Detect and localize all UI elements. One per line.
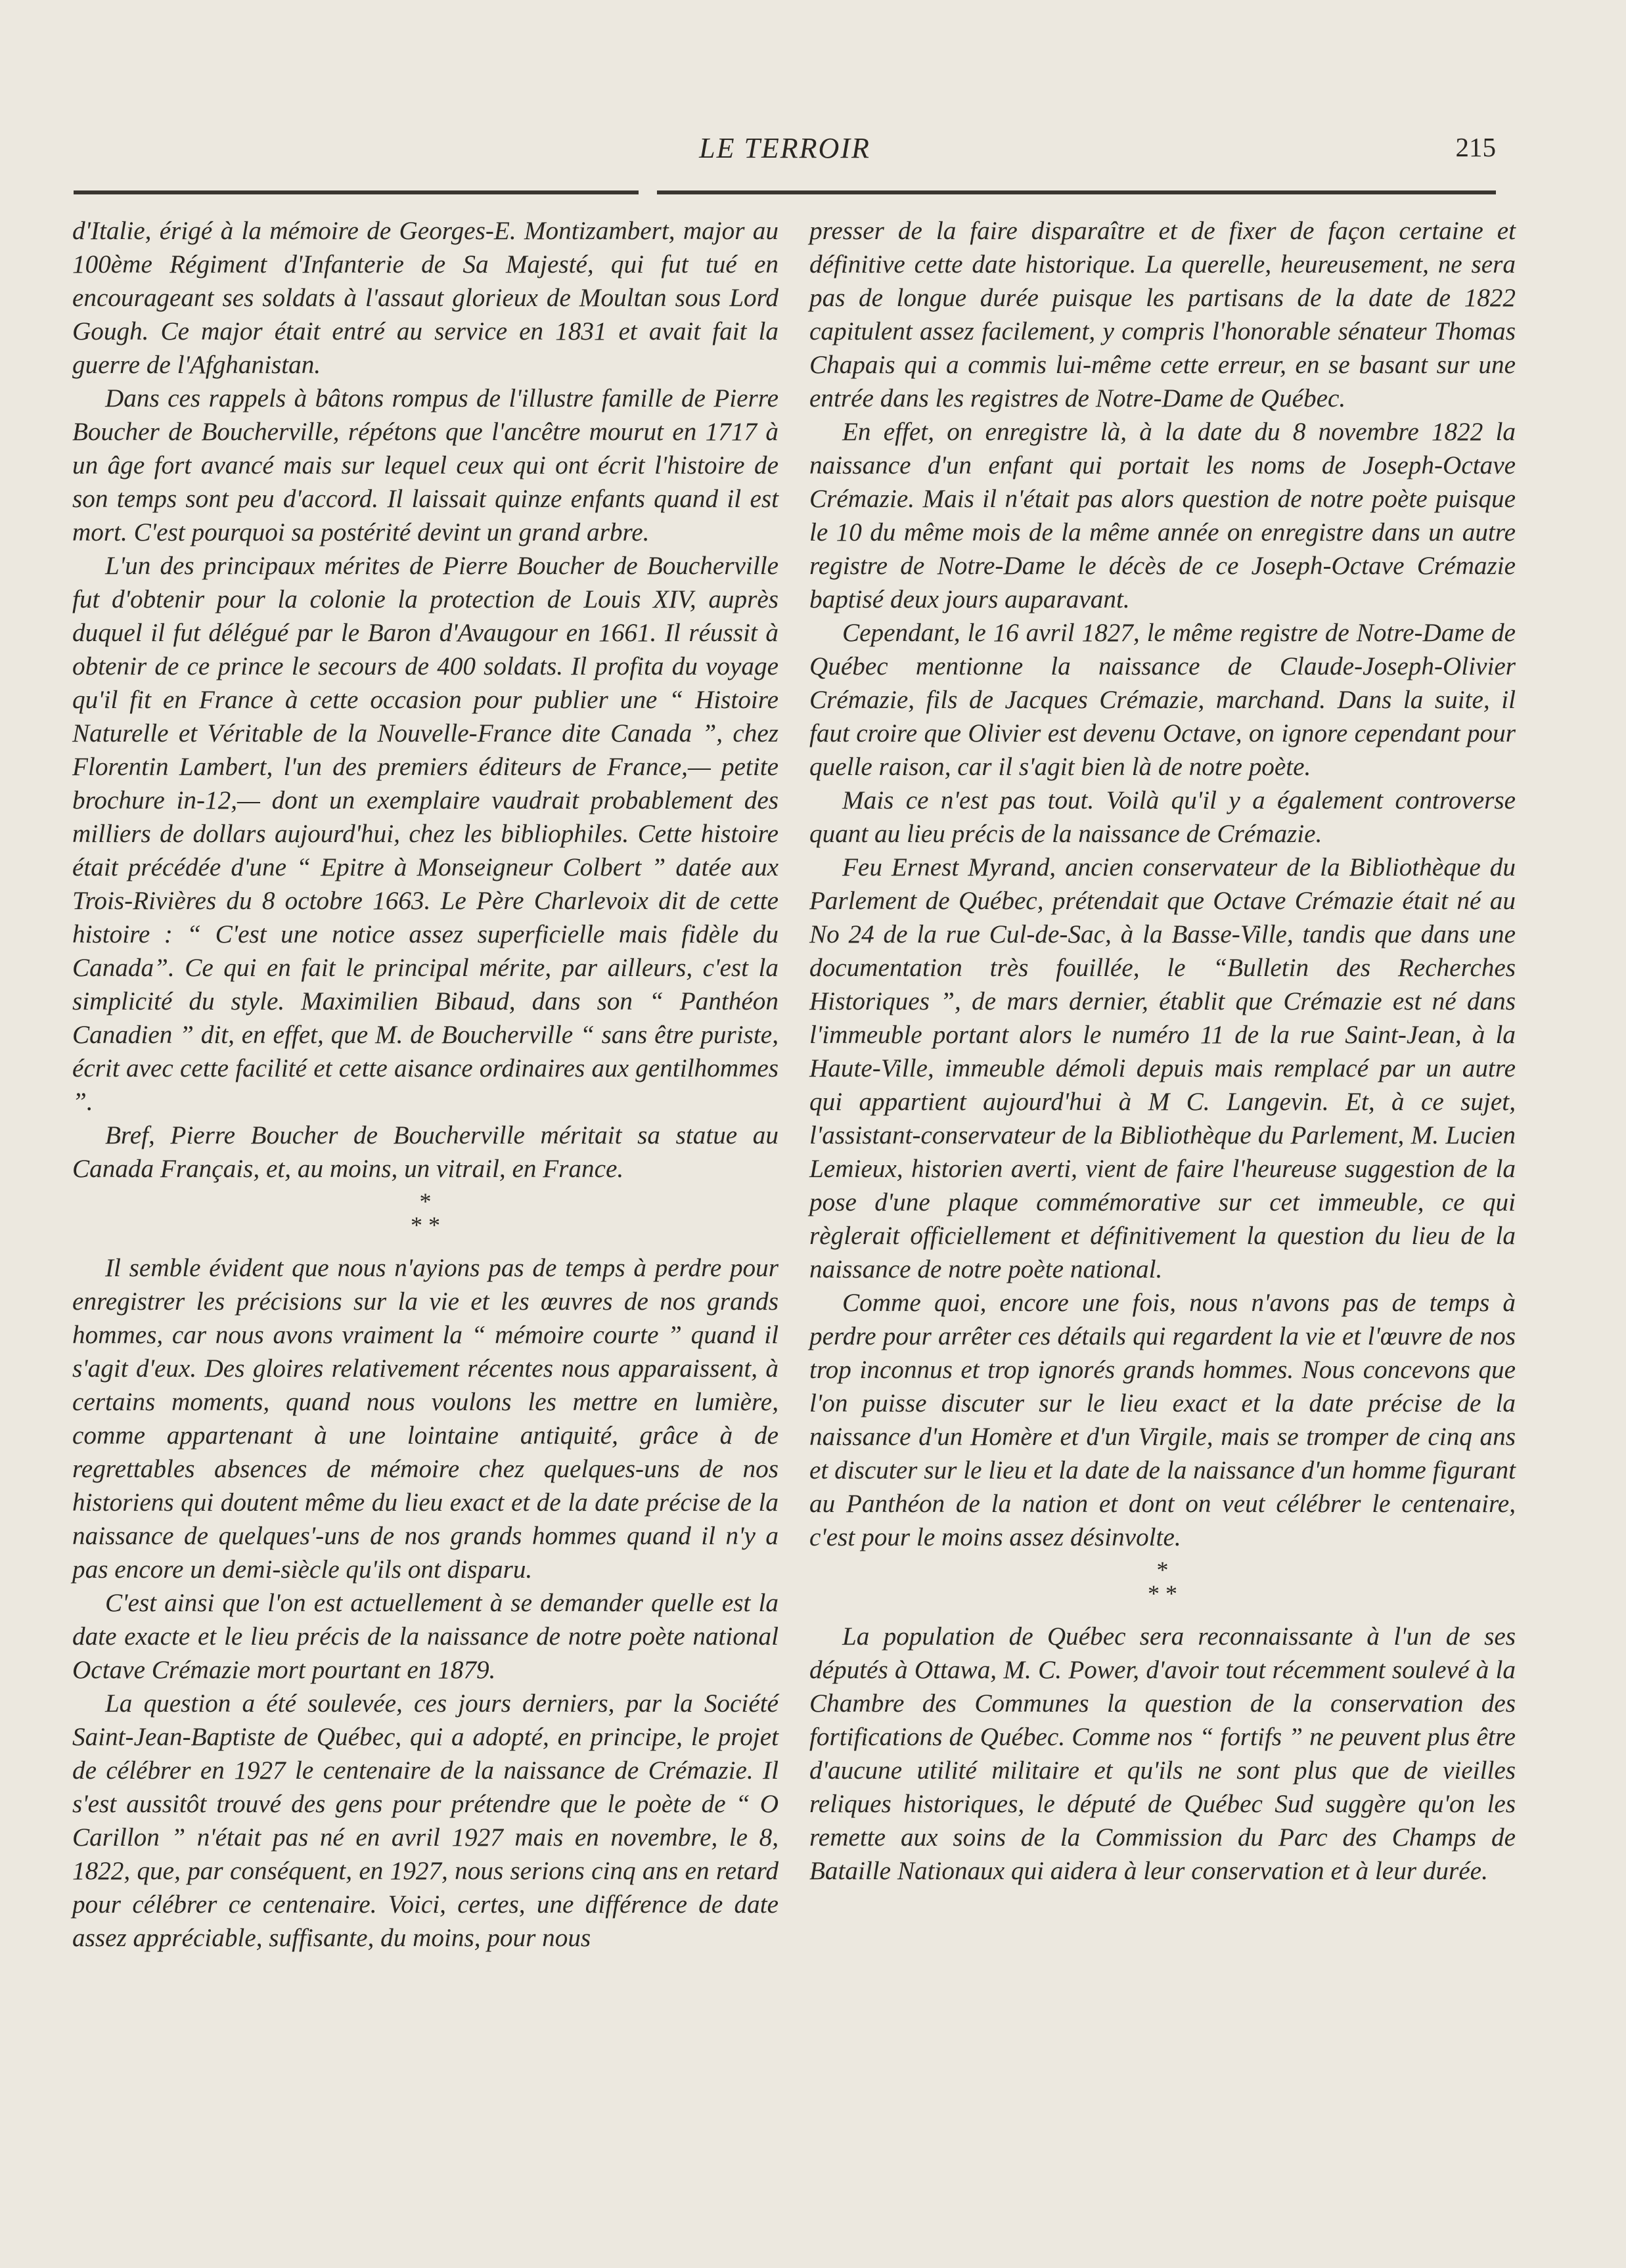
section-separator-bottom: * * xyxy=(1148,1580,1177,1607)
paragraph: d'Italie, érigé à la mémoire de Georges-E. Montizambert, major au 100ème Régiment d'Infanterie de Sa Majesté, qui fut tué en encourageant ses soldats à l'assaut glorieux de Moultan sous Lord Gough. Ce major était entré au service en 1831 et avait fait la guerre de l'Afghanistan. xyxy=(72,217,779,379)
page-number: 215 xyxy=(1455,132,1496,162)
paragraph: La question a été soulevée, ces jours derniers, par la Société Saint-Jean-Baptiste de Québec, qui a adopté, en principe, le projet de célébrer en 1927 le centenaire de la naissance de Crémazie. Il s'est aussitôt trouvé des gens pour prétendre que le poète de “ O Carillon ” n'était pas né en avril 1927 mais en novembre, le 8, 1822, que, par conséquent, en 1927, nous serions cinq ans en retard pour célébrer ce centenaire. Voici, certes, une différence de date assez appréciable, suffisante, du moins, pour nous xyxy=(72,1689,779,1952)
paragraph: En effet, on enregistre là, à la date du 8 novembre 1822 la naissance d'un enfant qui portait les noms de Joseph-Octave Crémazie. Mais il n'était pas alors question de notre poète puisque le 10 du même mois de la même année on enregistre dans un autre registre de Notre-Dame le décès de ce Joseph-Octave Crémazie baptisé deux jours auparavant. xyxy=(809,418,1516,613)
running-title: LE TERROIR xyxy=(699,132,870,164)
paragraph: Cependant, le 16 avril 1827, le même registre de Notre-Dame de Québec mentionne la naissance de Claude-Joseph-Olivier Crémazie, fils de Jacques Crémazie, marchand. Dans la suite, il faut croire que Olivier est devenu Octave, on ignore cependant pour quelle raison, car il s'agit bien là de notre poète. xyxy=(809,619,1516,781)
paragraph: C'est ainsi que l'on est actuellement à se demander quelle est la date exacte et le lieu précis de la naissance de notre poète national Octave Crémazie mort pourtant en 1879. xyxy=(72,1589,779,1684)
paragraph: La population de Québec sera reconnaissante à l'un de ses députés à Ottawa, M. C. Power, d'avoir tout récemment soulevé à la Chambre des Communes la question de la conservation des fortifications de Québec. Comme nos “ fortifs ” ne peuvent plus être d'aucune utilité militaire et qu'ils ne sont plus que de vieilles reliques historiques, le député de Québec Sud suggère qu'on les remette aux soins de la Commission du Parc des Champs de Bataille Nationaux qui aidera à leur conservation et à leur durée. xyxy=(809,1622,1516,1885)
right-column xyxy=(809,214,1516,1888)
paragraph: Feu Ernest Myrand, ancien conservateur de la Bibliothèque du Parlement de Québec, prétendait que Octave Crémazie était né au No 24 de la rue Cul-de-Sac, à la Basse-Ville, tandis que dans une documentation très fouillée, le “Bulletin des Recherches Historiques ”, de mars dernier, établit que Crémazie est né dans l'immeuble portant alors le numéro 11 de la rue Saint-Jean, à la Haute-Ville, immeuble démoli depuis mais remplacé par un autre qui appartient aujourd'hui à M C. Langevin. Et, à ce sujet, l'assistant-conservateur de la Bibliothèque du Parlement, M. Lucien Lemieux, historien averti, vient de faire l'heureuse suggestion de la pose d'une plaque commémorative sur cet immeuble, ce qui règlerait officiellement et définitivement la question du lieu de la naissance de notre poète national. xyxy=(809,853,1516,1283)
section-separator-top: * xyxy=(1156,1557,1169,1583)
header-rule-right xyxy=(657,190,1496,194)
paragraph: Bref, Pierre Boucher de Boucherville méritait sa statue au Canada Français, et, au moins, un vitrail, en France. xyxy=(72,1121,779,1183)
paragraph: presser de la faire disparaître et de fixer de façon certaine et définitive cette date historique. La querelle, heureusement, ne sera pas de longue durée puisque les partisans de la date de 1822 capitulent assez facilement, y compris l'honorable sénateur Thomas Chapais qui a commis lui-même cette erreur, en se basant sur une entrée dans les registres de Notre-Dame de Québec. xyxy=(809,217,1516,412)
section-separator-top: * xyxy=(419,1188,432,1214)
paragraph: Dans ces rappels à bâtons rompus de l'illustre famille de Pierre Boucher de Boucherville, répétons que l'ancêtre mourut en 1717 à un âge fort avancé mais sur lequel ceux qui ont écrit l'histoire de son temps sont peu d'accord. Il laissait quinze enfants quand il est mort. C'est pourquoi sa postérité devint un grand arbre. xyxy=(72,384,779,546)
left-column xyxy=(72,214,779,1955)
page-header xyxy=(74,131,1496,171)
paragraph: Comme quoi, encore une fois, nous n'avons pas de temps à perdre pour arrêter ces détails qui regardent la vie et l'œuvre de nos trop inconnus et trop ignorés grands hommes. Nous concevons que l'on puisse discuter sur le lieu exact et la date précise de la naissance d'un Homère et d'un Virgile, mais se tromper de cinq ans et discuter sur le lieu et la date de la naissance d'un homme figurant au Panthéon de la nation et dont on veut célébrer le centenaire, c'est pour le moins assez désinvolte. xyxy=(809,1289,1516,1551)
paragraph: Il semble évident que nous n'ayions pas de temps à perdre pour enregistrer les précisions sur la vie et les œuvres de nos grands hommes, car nous avons vraiment la “ mémoire courte ” quand il s'agit d'eux. Des gloires relativement récentes nous apparaissent, à certains moments, quand nous voulons les mettre en lumière, comme appartenant à une lointaine antiquité, grâce à de regrettables absences de mémoire chez quelques-uns de nos historiens qui doutent même du lieu exact et de la date précise de la naissance de quelques'-uns de nos grands hommes quand il n'y a pas encore un demi-siècle qu'ils ont disparu. xyxy=(72,1254,779,1584)
header-rule-left xyxy=(74,190,639,194)
section-separator-bottom: * * xyxy=(411,1212,440,1238)
paragraph: Mais ce n'est pas tout. Voilà qu'il y a également controverse quant au lieu précis de la naissance de Crémazie. xyxy=(809,786,1516,848)
paragraph: L'un des principaux mérites de Pierre Boucher de Boucherville fut d'obtenir pour la colonie la protection de Louis XIV, auprès duquel il fut délégué par le Baron d'Avaugour en 1661. Il réussit à obtenir de ce prince le secours de 400 soldats. Il profita du voyage qu'il fit en France à cette occasion pour publier une “ Histoire Naturelle et Véritable de la Nouvelle-France dite Canada ”, chez Florentin Lambert, l'un des premiers éditeurs de France,— petite brochure in-12,— dont un exemplaire vaudrait probablement des milliers de dollars aujourd'hui, chez les bibliophiles. Cette histoire était précédée d'une “ Epitre à Monseigneur Colbert ” datée aux Trois-Rivières du 8 octobre 1663. Le Père Charlevoix dit de cette histoire : “ C'est une notice assez superficielle mais fidèle du Canada”. Ce qui en fait le principal mérite, par ailleurs, c'est la simplicité du style. Maximilien Bibaud, dans son “ Panthéon Canadien ” dit, en effet, que M. de Boucherville “ sans être puriste, écrit avec cette facilité et cette aisance ordinaires aux gentilhommes ”. xyxy=(72,552,779,1116)
